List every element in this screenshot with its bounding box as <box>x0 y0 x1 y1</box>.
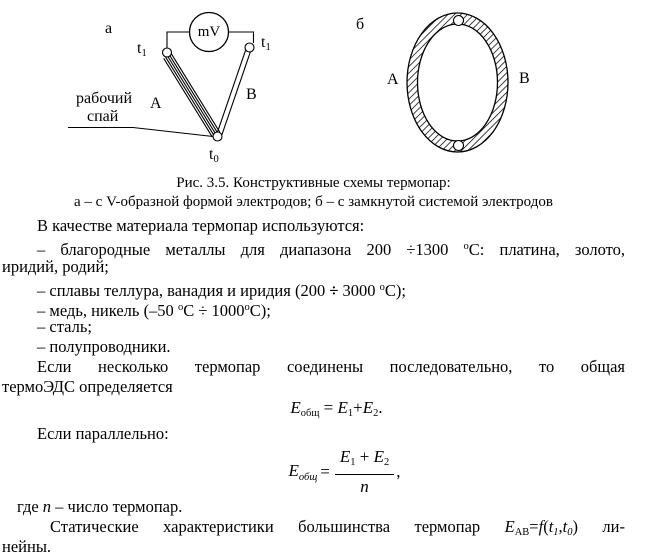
paragraph-intro: В качестве материала термопар используются: <box>37 216 365 235</box>
formula-parallel-content <box>289 447 401 496</box>
static-paren-open: ( <box>543 517 549 536</box>
f2-E2: E <box>373 447 384 466</box>
f1-plus: + <box>353 398 363 417</box>
degree-sup: о <box>177 302 184 313</box>
f2-numerator <box>335 447 394 475</box>
divide-sign: ÷ <box>329 281 339 300</box>
paragraph-where <box>2 497 625 517</box>
f1-E2: E <box>362 398 374 417</box>
paragraph-parallel: Если параллельно: <box>37 424 169 443</box>
copper-post: С); <box>249 301 271 320</box>
thermocouple-diagrams <box>0 0 662 175</box>
figure-3-5 <box>0 0 662 175</box>
f1-period: . <box>378 398 383 417</box>
formula-series <box>2 398 625 419</box>
static-paren-close: ) ли- <box>572 517 625 536</box>
f2-equals: = <box>320 461 330 481</box>
degree-sup: о <box>463 241 469 252</box>
formula-series-content <box>290 398 382 419</box>
degree-sup: о <box>244 302 250 313</box>
copper-mid: С ÷ 1000 <box>183 301 245 320</box>
figure-a-label: а <box>105 20 113 37</box>
f2-n: n <box>360 477 369 496</box>
electrode-b-label: B <box>246 86 257 103</box>
f2-denominator <box>335 475 394 496</box>
millivoltmeter-label: mV <box>197 24 221 40</box>
static-t1: t <box>548 517 554 536</box>
figure-caption-line2: а – с V-образной формой электродов; б – с замкнутой системой электродов <box>74 194 553 210</box>
f2-comma: , <box>396 461 401 481</box>
electrode-a-band <box>164 54 220 137</box>
t0-label <box>209 147 219 168</box>
f2-lhs <box>289 461 318 483</box>
electrode-a-label: A <box>150 95 162 112</box>
f2-sub1: 1 <box>350 457 356 468</box>
t0-letter: t <box>209 146 214 163</box>
where-post: – число термопар. <box>51 497 183 516</box>
formula-parallel <box>2 447 625 496</box>
t1-left-label <box>137 41 147 62</box>
closed-ring <box>407 13 508 152</box>
junction-leader-line <box>68 128 213 137</box>
paragraph-static-line2: нейны. <box>2 537 52 556</box>
list-item-noble-metals-cont: иридий, родий; <box>2 257 109 276</box>
where-n: n <box>42 497 52 516</box>
ring-junction-bottom <box>454 141 464 151</box>
static-E: E <box>504 517 515 536</box>
paragraph-series-line2: термоЭДС определяется <box>2 377 173 396</box>
t0-sub: 0 <box>213 154 219 165</box>
working-junction <box>213 132 222 141</box>
list-item-steel: – сталь; <box>37 317 92 336</box>
noble-pre: – благородные металлы для диапазона 200 ÷1300 <box>37 240 464 259</box>
ring-a-label: A <box>387 71 399 88</box>
f1-sub-obsch: общ <box>300 408 320 419</box>
f1-sub1: 1 <box>347 408 354 419</box>
f2-E: E <box>288 460 299 480</box>
static-t1-sub: 1 <box>553 527 559 538</box>
alloys-pre: – сплавы теллура, ванадия и иридия (200 <box>37 281 330 300</box>
static-E-sub: АВ <box>514 527 530 538</box>
t1-left-letter: t <box>137 40 142 57</box>
f1-equals: = <box>319 398 338 417</box>
ring-b-label: B <box>519 70 530 87</box>
alloys-mid: 3000 <box>338 281 380 300</box>
t1-right-sub: 1 <box>265 42 271 53</box>
f2-plus: + <box>355 447 374 466</box>
figure-b-label: б <box>356 16 365 33</box>
t1-left-sub: 1 <box>141 48 147 59</box>
t1-right-label <box>261 35 271 56</box>
degree-sup: о <box>379 282 385 293</box>
static-t0-sub: 0 <box>567 527 573 538</box>
static-comma: , <box>558 517 563 536</box>
static-equals: = <box>529 517 539 536</box>
figure-caption-line1: Рис. 3.5. Конструктивные схемы термопар: <box>176 175 451 191</box>
static-pre: Статические характеристики большинства термопар <box>50 517 505 536</box>
working-junction-word1: рабочий <box>76 90 132 107</box>
f2-sub-obsch: общ <box>298 471 318 483</box>
where-pre: где <box>17 497 43 516</box>
f2-fraction <box>335 447 394 496</box>
f2-sub2: 2 <box>383 457 390 468</box>
f1-E1: E <box>337 398 348 417</box>
ring-junction-top <box>454 16 464 26</box>
static-t0: t <box>562 517 568 536</box>
noble-post: С: платина, золото, <box>468 240 625 259</box>
f1-E: E <box>290 398 301 417</box>
paragraph-series-line1: Если несколько термопар соединены последовательно, то общая <box>37 357 625 376</box>
static-f: f <box>538 517 544 536</box>
f2-E1: E <box>339 447 351 466</box>
copper-pre: – медь, никель (–50 <box>37 301 178 320</box>
terminal-right <box>245 43 254 52</box>
f1-sub2: 2 <box>373 408 379 419</box>
terminal-left <box>163 48 172 57</box>
alloys-post: С); <box>384 281 406 300</box>
t1-right-letter: t <box>261 34 266 51</box>
working-junction-word2: спай <box>87 108 119 125</box>
list-item-semiconductors: – полупроводники. <box>37 337 171 356</box>
